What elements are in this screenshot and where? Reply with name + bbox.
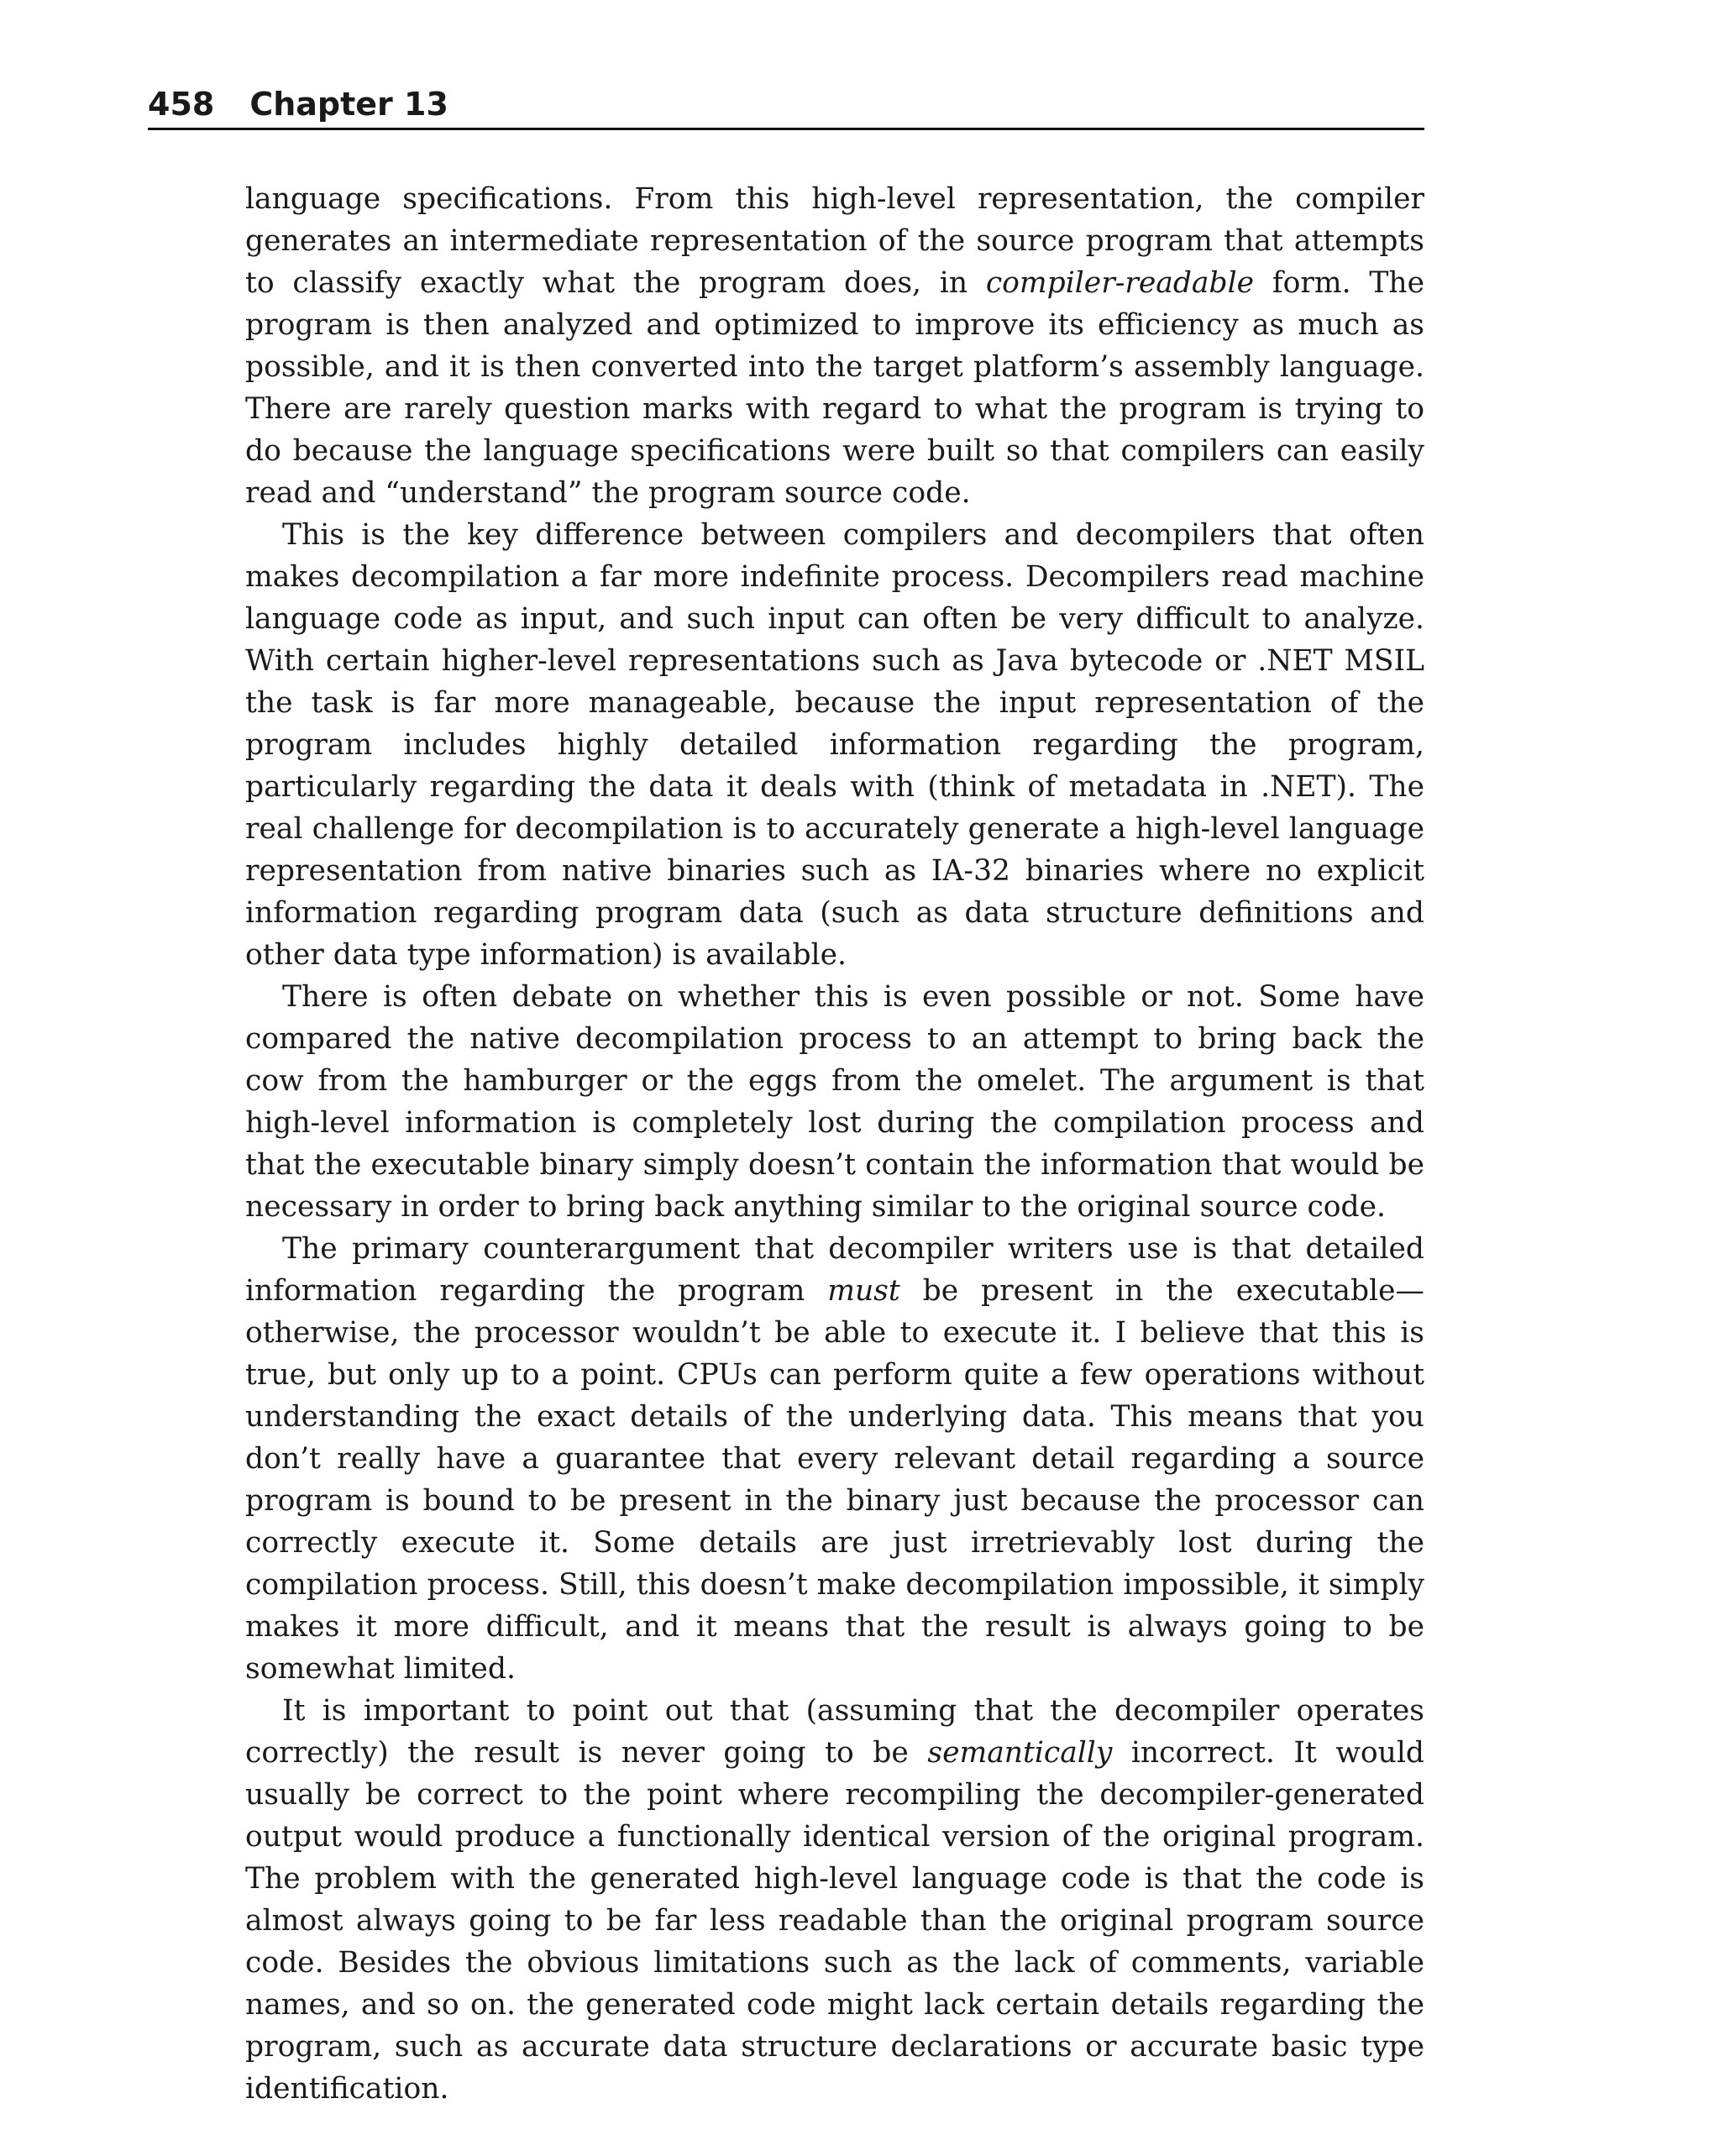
paragraph-2: This is the key difference between compilers and decompilers that often makes decompilation a far more indefinite process. Decompilers read machine language code as input, and such input can often be very difficult to analyze. With certain higher-level representations such as Java bytecode or .NET MSIL the task is far more manageable, because the input representation of the program includes highly detailed information regarding the program, particularly regarding the data it deals with (think of metadata in .NET). The real challenge for decompilation is to accurately generate a high-level language representation from native binaries such as IA-32 binaries where no explicit information regarding program data (such as data structure definitions and other data type information) is available. <box>245 518 1424 972</box>
chapter-title: Chapter 13 <box>249 86 448 123</box>
paragraph-3: There is often debate on whether this is even possible or not. Some have compared the native decompilation process to an attempt to bring back the cow from the hamburger or the eggs from the omelet. The argument is that high-level information is completely lost during the compilation process and that the executable binary simply doesn’t contain the information that would be necessary in order to bring back anything similar to the original source code. <box>245 980 1424 1224</box>
paragraph-1 <box>245 178 1424 514</box>
paragraph-text: It is important to point out that (assuming that the decompiler operates correctly) the result is never going to be <box>245 1694 1424 1770</box>
page-number: 458 <box>148 86 215 123</box>
body-text <box>245 178 1424 2110</box>
emphasis-semantically: semantically <box>927 1736 1113 1770</box>
paragraph-5 <box>245 1690 1424 2110</box>
emphasis-must: must <box>827 1274 900 1308</box>
paragraph-4 <box>245 1228 1424 1690</box>
paragraph-text: form. The program is then analyzed and optimized to improve its efficiency as much as possible, and it is then converted into the target platform’s assembly language. There are rarely question marks with regard to what the program is trying to do because the language specifications were built so that compilers can easily read and “understand” the program source code. <box>245 266 1424 510</box>
running-head <box>148 84 1424 130</box>
paragraph-text: The primary counterargument that decompiler writers use is that detailed information regarding the program <box>245 1232 1424 1308</box>
paragraph-text: incorrect. It would usually be correct to the point where recompiling the decompiler-generated output would produce a functionally identical version of the original program. The problem with the generated high-level language code is that the code is almost always going to be far less readable than the original program source code. Besides the obvious limitations such as the lack of comments, variable names, and so on. the generated code might lack certain details regarding the program, such as accurate data structure declarations or accurate basic type identification. <box>245 1736 1425 2106</box>
paragraph-text: language specifications. From this high-level representation, the compiler generates an intermediate representation of the source program that attempts to classify exactly what the program does, in <box>245 182 1424 300</box>
emphasis-compiler-readable: compiler-readable <box>985 266 1255 300</box>
paragraph-text: be present in the executable—otherwise, the processor wouldn’t be able to execute it. I believe that this is true, but only up to a point. CPUs can perform quite a few operations without understanding the exact details of the underlying data. This means that you don’t really have a guarantee that every relevant detail regarding a source program is bound to be present in the binary just because the processor can correctly execute it. Some details are just irretrievably lost during the compilation process. Still, this doesn’t make decompilation impossible, it simply makes it more difficult, and it means that the result is always going to be somewhat limited. <box>245 1274 1424 1686</box>
